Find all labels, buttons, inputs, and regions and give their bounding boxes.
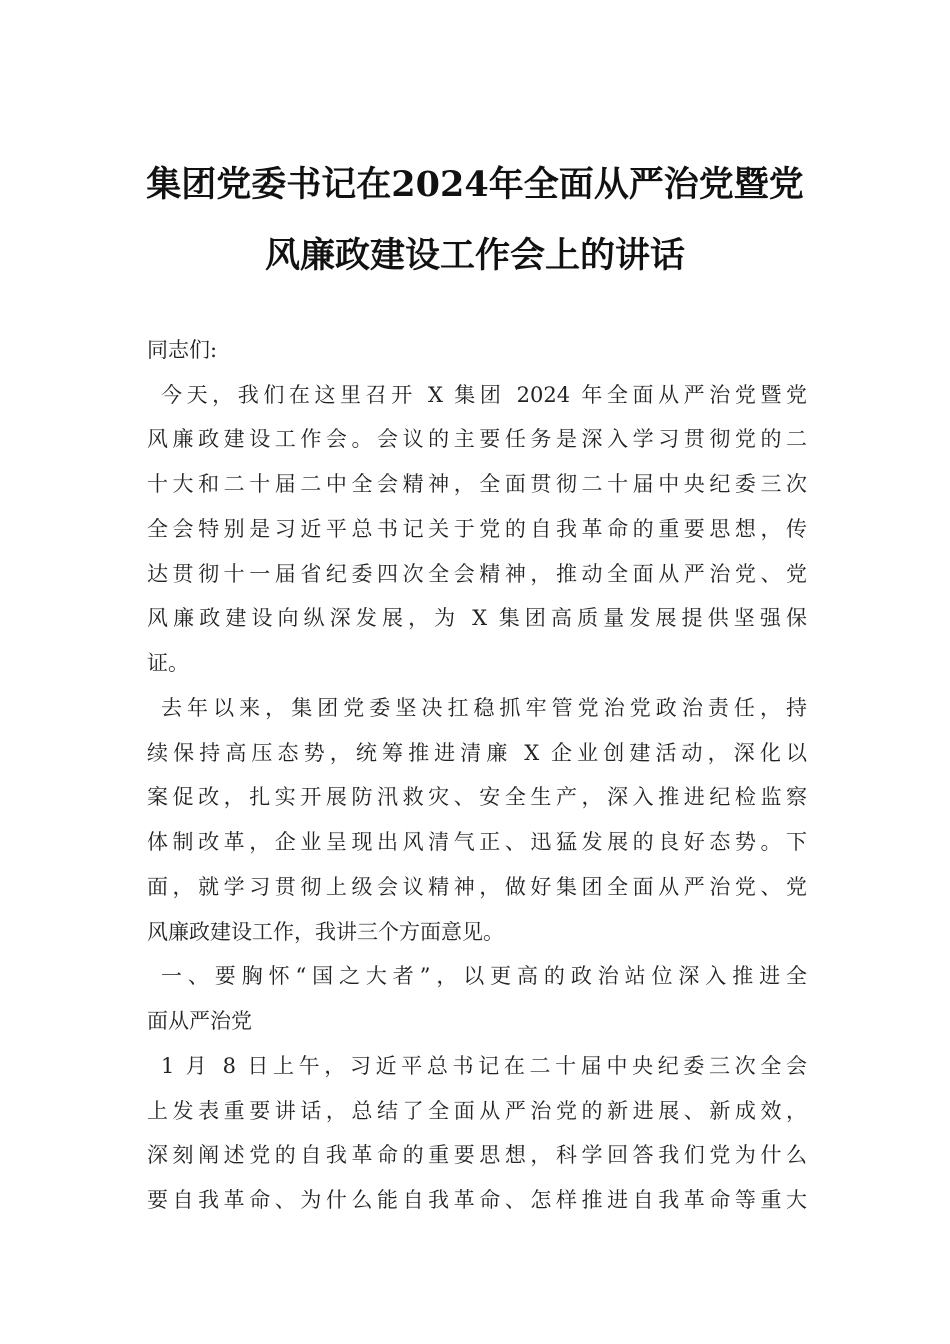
salutation: 同志们: — [147, 338, 218, 362]
paragraph-line: 十大和二十届二中全会精神，全面贯彻二十届中央纪委三次 — [147, 472, 807, 496]
section-heading-line: 面从严治党 — [147, 1009, 252, 1033]
paragraph-line: 风廉政建设工作，我讲三个方面意见。 — [147, 920, 504, 944]
paragraph-line: 面，就学习贯彻上级会议精神，做好集团全面从严治党、党 — [147, 875, 807, 899]
document-title-line-2: 风廉政建设工作会上的讲话 — [264, 235, 685, 276]
paragraph-line: 要自我革命、为什么能自我革命、怎样推进自我革命等重大 — [147, 1188, 807, 1212]
paragraph-line: 全会特别是习近平总书记关于党的自我革命的重要思想，传 — [147, 517, 807, 541]
section-heading-line: 一、要胸怀“国之大者”，以更高的政治站位深入推进全 — [161, 964, 807, 988]
paragraph-line: 1 月 8 日上午，习近平总书记在二十届中央纪委三次全会 — [161, 1054, 807, 1078]
document-title-line-1: 集团党委书记在2024年全面从严治党暨党 — [146, 164, 804, 205]
paragraph-line: 续保持高压态势，统筹推进清廉 X 企业创建活动，深化以 — [147, 741, 807, 765]
paragraph-line: 上发表重要讲话，总结了全面从严治党的新进展、新成效， — [147, 1099, 807, 1123]
paragraph-line: 去年以来，集团党委坚决扛稳抓牢管党治党政治责任，持 — [161, 696, 807, 720]
paragraph-line: 今天，我们在这里召开 X 集团 2024 年全面从严治党暨党 — [161, 383, 807, 407]
paragraph-line: 证。 — [147, 651, 189, 675]
paragraph-line: 达贯彻十一届省纪委四次全会精神，推动全面从严治党、党 — [147, 562, 807, 586]
paragraph-line: 风廉政建设向纵深发展，为 X 集团高质量发展提供坚强保 — [147, 606, 807, 630]
paragraph-line: 深刻阐述党的自我革命的重要思想，科学回答我们党为什么 — [147, 1143, 807, 1167]
paragraph-line: 风廉政建设工作会。会议的主要任务是深入学习贯彻党的二 — [147, 427, 807, 451]
paragraph-line: 体制改革，企业呈现出风清气正、迅猛发展的良好态势。下 — [147, 830, 807, 854]
paragraph-line: 案促改，扎实开展防汛救灾、安全生产，深入推进纪检监察 — [147, 785, 807, 809]
